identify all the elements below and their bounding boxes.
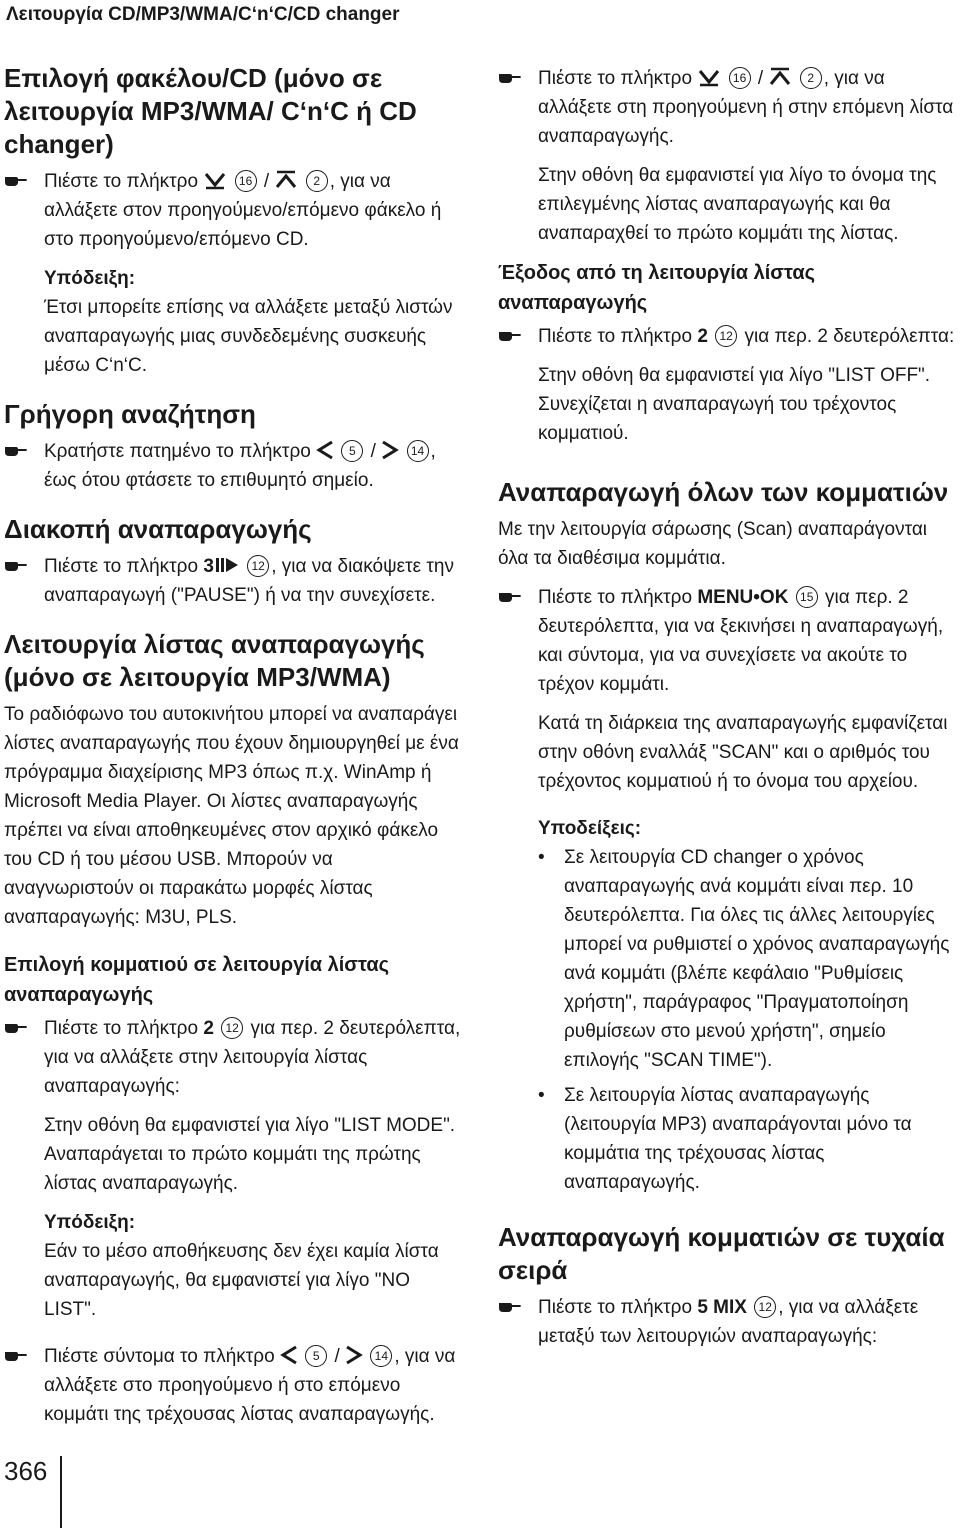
instruction-step bbox=[4, 1014, 466, 1101]
step-result: Στην οθόνη θα εμφανιστεί για λίγο "LIST OFF". Συνεχίζεται η αναπαραγωγή του τρέχοντος κομματιού. bbox=[538, 365, 931, 444]
up-chevron-icon bbox=[274, 170, 298, 190]
step-text: Πιέστε το πλήκτρο bbox=[44, 556, 199, 577]
page-number: 366 bbox=[4, 1456, 48, 1486]
button-number-badge: 16 bbox=[729, 67, 751, 89]
bullet-text: • Σε λειτουργία CD changer ο χρόνος αναπαραγωγής ανά κομμάτι είναι περ. 10 δευτερόλεπτα. Για όλες τις άλλες λειτουργίες μπορεί να ρυθμιστεί ο χρόνος αναπαραγωγής ανά κομμάτι (βλέπε κεφάλαιο "Ρυθμίσεις χρήστη", παράγραφος "Πραγματοποίηση ρυθμίσεων στο μενού χρήστη", σημείο επιλογής "SCAN TIME"). bbox=[564, 847, 950, 1071]
list-item bbox=[498, 843, 958, 1075]
button-number-badge: 14 bbox=[370, 1345, 392, 1367]
step-text: , για να αλλάξετε στον προηγούμενο/επόμενο φάκελο ή στο προηγούμενο/επόμενο CD. bbox=[44, 171, 442, 250]
step-text: , έως ότου φτάσετε το επιθυμητό σημείο. bbox=[44, 441, 436, 491]
separator: / bbox=[263, 171, 270, 192]
subsection-title-exit-playlist: Έξοδος από τη λειτουργία λίστας αναπαραγωγής bbox=[498, 262, 816, 314]
section-title-pause: Διακοπή αναπαραγωγής bbox=[4, 514, 312, 544]
left-arrow-icon bbox=[280, 1345, 298, 1365]
right-arrow-icon bbox=[381, 440, 399, 460]
step-text: , για να διακόψετε την αναπαραγωγή ("PAUSE") ή να την συνεχίσετε. bbox=[44, 556, 454, 606]
page-number-rule bbox=[60, 1456, 62, 1528]
button-number-badge: 5 bbox=[305, 1345, 327, 1367]
pointing-hand-icon bbox=[498, 67, 522, 87]
page-header: Λειτουργία CD/MP3/WMA/C‘n‘C/CD changer bbox=[6, 4, 400, 25]
instruction-step bbox=[4, 167, 466, 254]
down-chevron-icon bbox=[697, 67, 721, 87]
separator: / bbox=[370, 441, 376, 462]
right-arrow-icon bbox=[345, 1345, 363, 1365]
instruction-step bbox=[498, 64, 958, 151]
pointing-hand-icon bbox=[498, 1296, 522, 1316]
button-number-badge: 15 bbox=[796, 586, 818, 608]
section-title-fast-search: Γρήγορη αναζήτηση bbox=[4, 399, 256, 429]
key-label: 2 bbox=[203, 1018, 214, 1039]
step-text: , για να αλλάξετε στο προηγούμενο ή στο επόμενο κομμάτι της τρέχουσας λίστας αναπαραγωγής. bbox=[44, 1346, 456, 1425]
step-text: Πιέστε το πλήκτρο bbox=[44, 1018, 199, 1039]
key-label: 5 MIX bbox=[697, 1297, 747, 1318]
separator: / bbox=[757, 68, 764, 89]
step-text: Πιέστε σύντομα το πλήκτρο bbox=[44, 1346, 275, 1367]
button-number-badge: 2 bbox=[800, 67, 822, 89]
up-chevron-icon bbox=[768, 67, 792, 87]
subsection-title-track-select: Επιλογή κομματιού σε λειτουργία λίστας αναπαραγωγής bbox=[4, 954, 390, 1006]
step-text: Κρατήστε πατημένο το πλήκτρο bbox=[44, 441, 311, 462]
key-label: MENU•OK bbox=[697, 587, 789, 608]
section-title-scan: Αναπαραγωγή όλων των κομματιών bbox=[498, 477, 949, 507]
button-number-badge: 5 bbox=[341, 440, 363, 462]
note-text: Έτσι μπορείτε επίσης να αλλάξετε μεταξύ λιστών αναπαραγωγής μιας συνδεδεμένης συσκευής μέσω C‘n‘C. bbox=[44, 297, 453, 376]
button-number-badge: 12 bbox=[715, 325, 737, 347]
note-label: Υπόδειξη: bbox=[44, 268, 136, 289]
left-column bbox=[4, 62, 466, 1429]
key-label: 3 bbox=[203, 556, 214, 577]
step-text: , για να αλλάξετε στη προηγούμενη ή στην επόμενη λίστα αναπαραγωγής. bbox=[538, 68, 954, 147]
note-text: Εάν το μέσο αποθήκευσης δεν έχει καμία λίστα αναπαραγωγής, θα εμφανιστεί για λίγο "NO LIST". bbox=[44, 1241, 439, 1320]
separator: / bbox=[334, 1346, 340, 1367]
pointing-hand-icon bbox=[4, 170, 28, 190]
section-title-playlist-mode: Λειτουργία λίστας αναπαραγωγής (μόνο σε λειτουργία MP3/WMA) bbox=[4, 629, 425, 692]
note-label: Υπόδειξη: bbox=[44, 1212, 136, 1233]
pointing-hand-icon bbox=[4, 1345, 28, 1365]
instruction-step bbox=[498, 322, 958, 351]
section-title-random: Αναπαραγωγή κομματιών σε τυχαία σειρά bbox=[498, 1222, 945, 1285]
list-item bbox=[498, 1081, 958, 1197]
button-number-badge: 14 bbox=[407, 440, 429, 462]
bullet-text: • Σε λειτουργία λίστας αναπαραγωγής (λειτουργία MP3) αναπαράγονται μόνο τα κομμάτια της τρέχουσας λίστας αναπαραγωγής. bbox=[564, 1085, 912, 1193]
step-text: Πιέστε το πλήκτρο bbox=[538, 68, 693, 89]
pointing-hand-icon bbox=[498, 325, 522, 345]
instruction-step bbox=[498, 1293, 958, 1351]
step-result: Στην οθόνη θα εμφανιστεί για λίγο το όνομα της επιλεγμένης λίστας αναπαραγωγής και θα αναπαραχθεί το πρώτο κομμάτι της λίστας. bbox=[538, 165, 937, 244]
section-body: Με την λειτουργία σάρωσης (Scan) αναπαράγονται όλα τα διαθέσιμα κομμάτια. bbox=[498, 519, 928, 569]
step-result: Κατά τη διάρκεια της αναπαραγωγής εμφανίζεται στην οθόνη εναλλάξ "SCAN" και ο αριθμός του τρέχοντος κομματιού ή το όνομα του αρχείου. bbox=[538, 713, 948, 792]
section-title-folder-select: Επιλογή φακέλου/CD (μόνο σε λειτουργία MP3/WMA/ C‘n‘C ή CD changer) bbox=[4, 63, 417, 159]
pointing-hand-icon bbox=[4, 440, 28, 460]
button-number-badge: 12 bbox=[247, 555, 269, 577]
step-text: Πιέστε το πλήκτρο bbox=[538, 1297, 693, 1318]
button-number-badge: 16 bbox=[235, 170, 257, 192]
pointing-hand-icon bbox=[4, 555, 28, 575]
step-text: για περ. 2 δευτερόλεπτα, για να ξεκινήσει η αναπαραγωγή, και σύντομα, για να συνεχίσετε να ακούτε το τρέχον κομμάτι. bbox=[538, 587, 944, 695]
step-text: για περ. 2 δευτερόλεπτα, για να αλλάξετε στην λειτουργία λίστας αναπαραγωγής: bbox=[44, 1018, 461, 1097]
step-text: Πιέστε το πλήκτρο bbox=[538, 326, 693, 347]
step-text: Πιέστε το πλήκτρο bbox=[44, 171, 199, 192]
left-arrow-icon bbox=[316, 440, 334, 460]
pointing-hand-icon bbox=[498, 586, 522, 606]
button-number-badge: 12 bbox=[754, 1296, 776, 1318]
button-number-badge: 12 bbox=[221, 1017, 243, 1039]
instruction-step bbox=[4, 1342, 466, 1429]
step-text: για περ. 2 δευτερόλεπτα: bbox=[744, 326, 955, 347]
key-label: 2 bbox=[697, 326, 708, 347]
note-label: Υποδείξεις: bbox=[538, 818, 642, 839]
instruction-step bbox=[498, 583, 958, 699]
section-body: Το ραδιόφωνο του αυτοκινήτου μπορεί να αναπαράγει λίστες αναπαραγωγής που έχουν δημιουργηθεί με ένα πρόγραμμα διαχείρισης MP3 όπως π.χ. WinAmp ή Microsoft Media Player. Οι λίστες αναπαραγωγής πρέπει να είναι αποθηκευμένες στον αρχικό φάκελο του CD ή του μέσου USB. Μπορούν να αναγνωριστούν οι παρακάτω μορφές λίστας αναπαραγωγής: M3U, PLS. bbox=[4, 704, 459, 928]
step-text: Πιέστε το πλήκτρο bbox=[538, 587, 693, 608]
instruction-step bbox=[4, 437, 466, 495]
right-column bbox=[498, 64, 958, 1351]
button-number-badge: 2 bbox=[306, 170, 328, 192]
instruction-step bbox=[4, 552, 466, 610]
pointing-hand-icon bbox=[4, 1017, 28, 1037]
down-chevron-icon bbox=[203, 170, 227, 190]
step-result: Στην οθόνη θα εμφανιστεί για λίγο "LIST MODE". Αναπαράγεται το πρώτο κομμάτι της πρώτης λίστας αναπαραγωγής. bbox=[44, 1115, 456, 1194]
step-text: , για να αλλάξετε μεταξύ των λειτουργιών αναπαραγωγής: bbox=[538, 1297, 919, 1347]
play-pause-icon bbox=[214, 555, 240, 575]
